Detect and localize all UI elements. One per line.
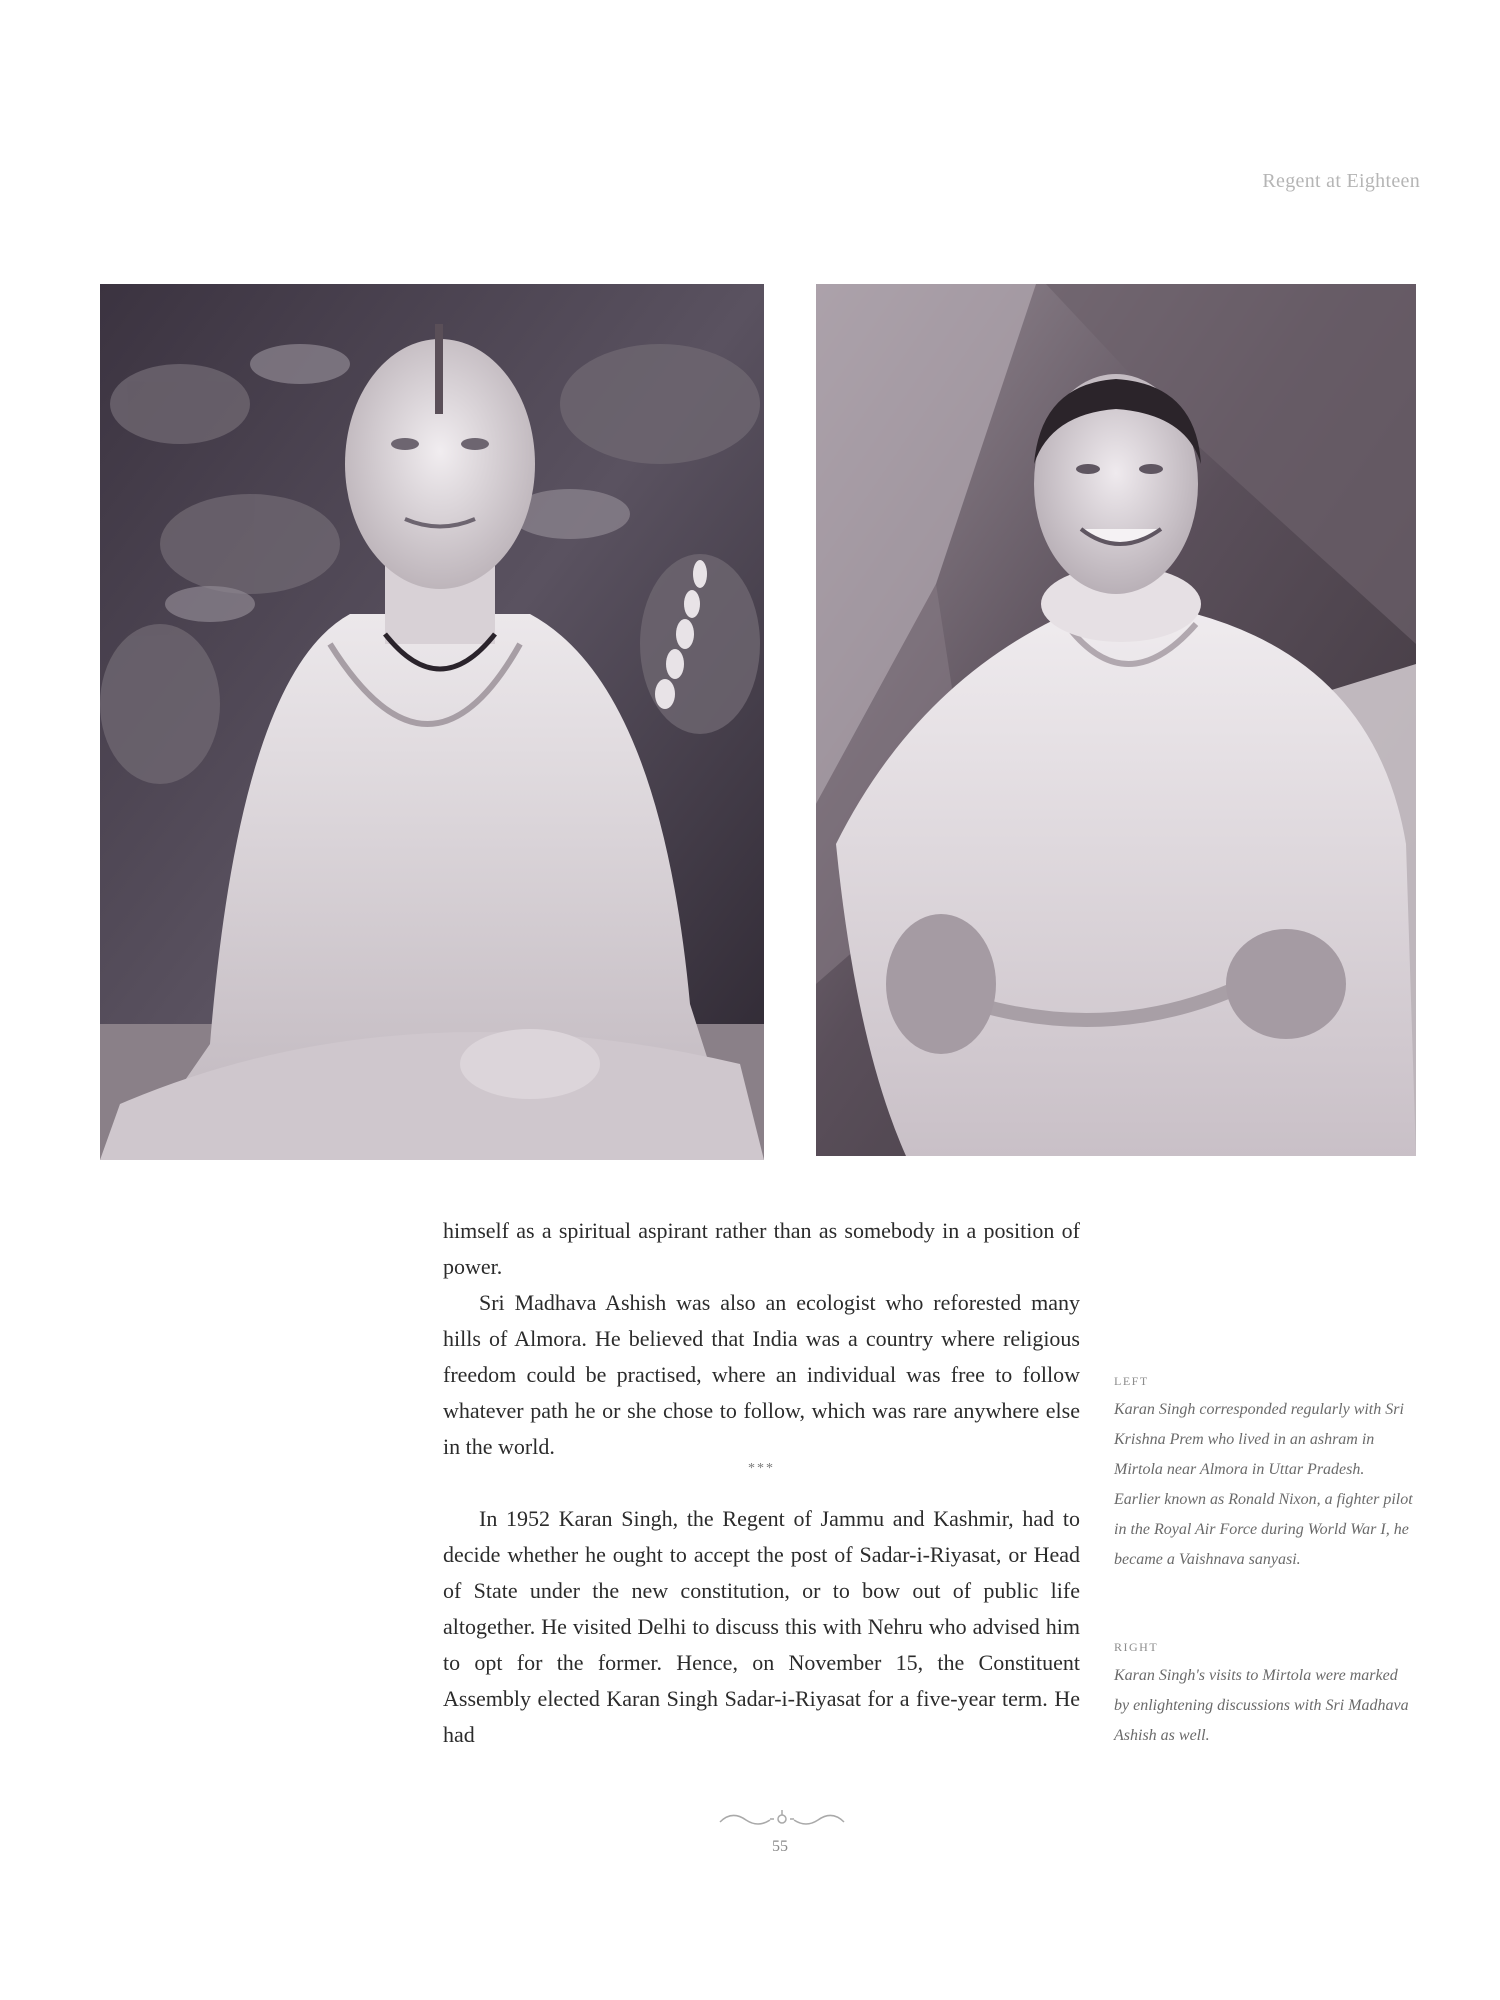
- paragraph-2: Sri Madhava Ashish was also an ecologist who reforested many hills of Almora. He believed that India was a country where religious freedom could be practised, where an individual was free to follow whatever path he or she chose to follow, which was rare anywhere else in the world.: [443, 1290, 1080, 1459]
- photo-right-image: [816, 284, 1416, 1156]
- caption-right-text: Karan Singh's visits to Mirtola were marked by enlightening discussions with Sri Madhava Ashish as well.: [1114, 1667, 1409, 1744]
- caption-left-text: Karan Singh corresponded regularly with Sri Krishna Prem who lived in an ashram in Mirtola near Almora in Uttar Pradesh. Earlier known as Ronald Nixon, a fighter pilot in the Royal Air Force during World War I, he became a Vaishnava sanyasi.: [1114, 1401, 1413, 1568]
- caption-left-label: LEFT: [1114, 1374, 1149, 1388]
- caption-right-label: RIGHT: [1114, 1640, 1159, 1654]
- section-separator: ***: [748, 1461, 775, 1476]
- footer-ornament-icon: [712, 1808, 852, 1832]
- page-number: 55: [772, 1838, 788, 1855]
- photo-left-image: [100, 284, 764, 1160]
- running-head: Regent at Eighteen: [1262, 170, 1420, 192]
- photo-sri-madhava-ashish: [816, 284, 1416, 1156]
- photo-sri-krishna-prem: [100, 284, 764, 1160]
- caption-left: [1114, 1374, 1414, 1575]
- caption-right: [1114, 1640, 1414, 1751]
- body-text: [443, 1213, 1080, 1753]
- paragraph-3: In 1952 Karan Singh, the Regent of Jammu and Kashmir, had to decide whether he ought to accept the post of Sadar-i-Riyasat, or Head of State under the new constitution, or to bow out of public life altogether. He visited Delhi to discuss this with Nehru who advised him to opt for the former. Hence, on November 15, the Constituent Assembly elected Karan Singh Sadar-i-Riyasat for a five-year term. He had: [443, 1506, 1080, 1747]
- paragraph-1: himself as a spiritual aspirant rather than as somebody in a position of power.: [443, 1218, 1080, 1279]
